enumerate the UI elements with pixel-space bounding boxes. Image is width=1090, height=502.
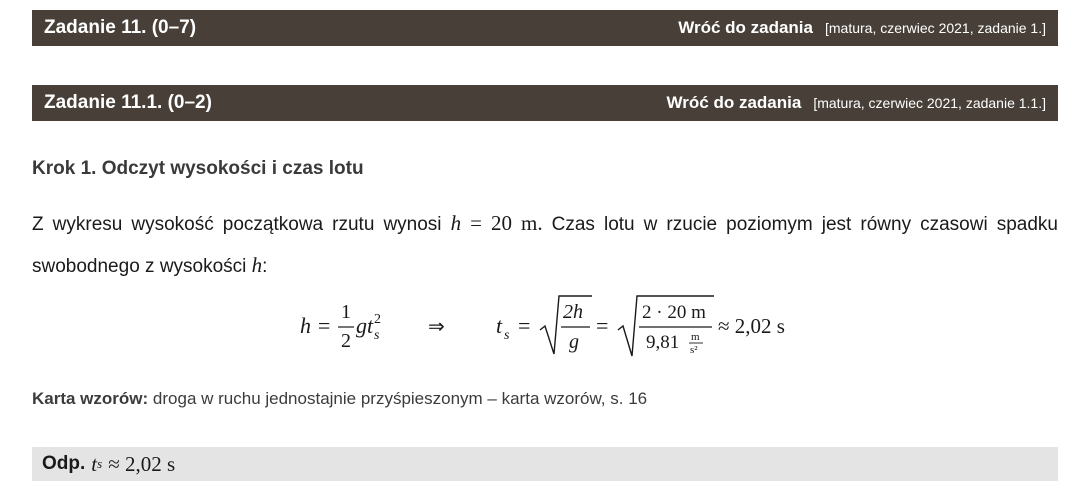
para-text-1: Z wykresu wysokość początkowa rzutu wynosi bbox=[32, 214, 442, 235]
back-to-subtask-link[interactable]: Wróć do zadania bbox=[666, 93, 802, 112]
subtask-title: Zadanie 11.1. (0–2) bbox=[44, 92, 212, 113]
eq-sqrt1-num: 2h bbox=[563, 301, 583, 323]
equation-svg bbox=[0, 290, 1090, 370]
formula-card-text: droga w ruchu jednostajnie przyśpieszonym – karta wzorów, s. 16 bbox=[152, 389, 648, 408]
eq-ts: t bbox=[496, 313, 503, 338]
eq-lhs: h = bbox=[300, 313, 332, 338]
task-header-right bbox=[678, 18, 1046, 38]
subtask-header-right bbox=[667, 93, 1046, 113]
task-title: Zadanie 11. (0–7) bbox=[44, 17, 197, 38]
h-symbol: h bbox=[450, 211, 462, 235]
answer-t: t bbox=[91, 451, 98, 476]
eq-unit-num: m bbox=[691, 331, 700, 343]
explanation-paragraph bbox=[32, 203, 1058, 287]
formula-card-note bbox=[32, 389, 647, 409]
eq-implies: ⇒ bbox=[428, 316, 445, 338]
eq-ts-sub: s bbox=[504, 328, 510, 343]
eq-sqrt2-num: 2 · 20 m bbox=[642, 302, 706, 323]
answer-box bbox=[32, 447, 1058, 481]
answer-sub: s bbox=[97, 456, 103, 471]
answer-value: ≈ 2,02 s bbox=[108, 451, 176, 476]
task-source: [matura, czerwiec 2021, zadanie 1.] bbox=[824, 20, 1046, 36]
eq-frac1-den: 2 bbox=[341, 330, 351, 352]
subtask-source: [matura, czerwiec 2021, zadanie 1.1.] bbox=[813, 95, 1046, 111]
back-to-task-link[interactable]: Wróć do zadania bbox=[678, 18, 813, 37]
eq-gt: gt bbox=[356, 313, 374, 338]
eq-unit-den: s² bbox=[690, 344, 698, 356]
eq-sqrt1-den: g bbox=[569, 331, 579, 353]
eq-eq1: = bbox=[518, 313, 531, 338]
display-equation bbox=[0, 290, 1090, 370]
subtask-header-bar bbox=[32, 85, 1058, 121]
eq-sub-s: s bbox=[374, 328, 380, 343]
task-header-bar bbox=[32, 10, 1058, 46]
eq-result: ≈ 2,02 s bbox=[718, 314, 785, 338]
para-text-end: : bbox=[262, 256, 268, 277]
eq-sqrt2-den-val: 9,81 bbox=[646, 332, 680, 353]
para-text-2: Czas lotu w rzucie poziomym jest równy czasowi spadku swobodnego z wysokości bbox=[32, 214, 1058, 277]
formula-card-label: Karta wzorów: bbox=[32, 389, 149, 408]
eq-sup2: 2 bbox=[374, 312, 381, 327]
eq-eq2: = bbox=[596, 313, 609, 338]
answer-label: Odp. bbox=[42, 453, 86, 474]
h-value: = 20 m. bbox=[470, 211, 543, 235]
eq-frac1-num: 1 bbox=[341, 301, 351, 323]
step-heading: Krok 1. Odczyt wysokości i czas lotu bbox=[32, 158, 364, 179]
h-symbol-2: h bbox=[251, 253, 263, 277]
